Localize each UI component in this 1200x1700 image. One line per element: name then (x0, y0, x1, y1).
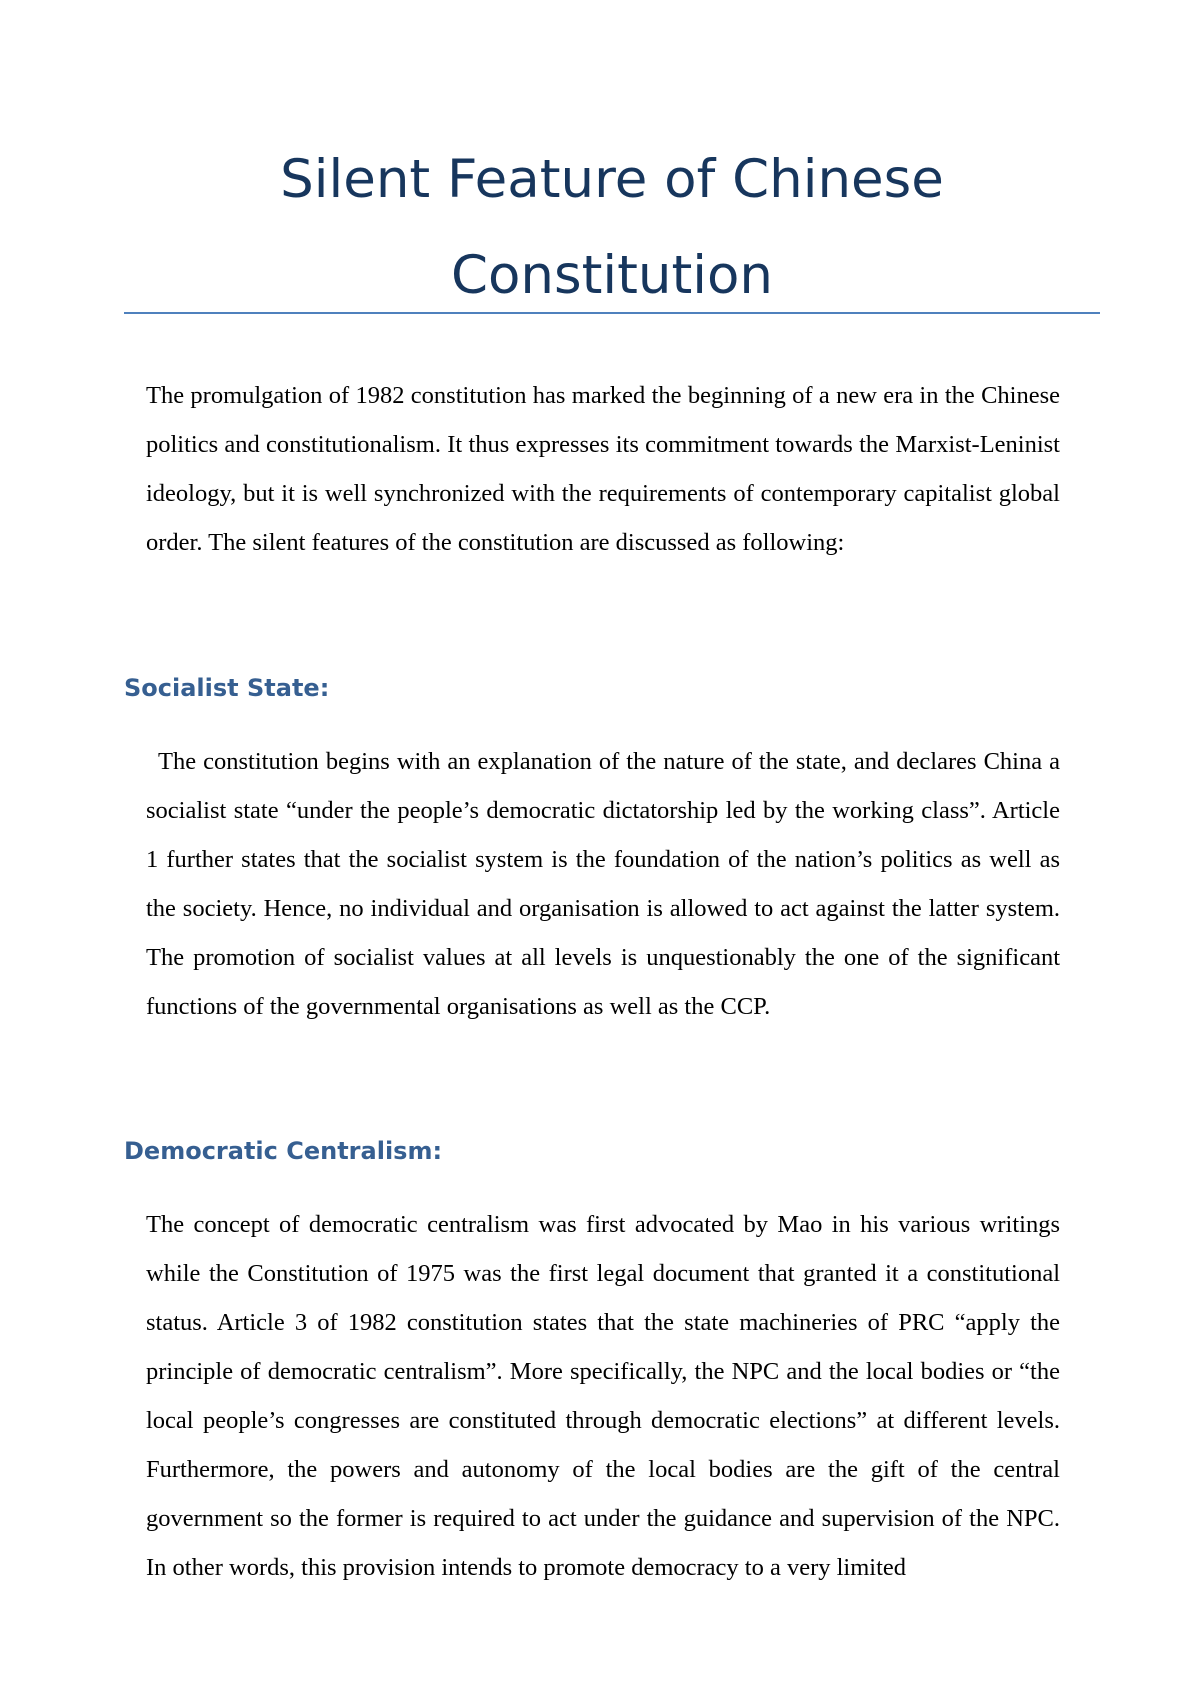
section-heading-democratic-centralism: Democratic Centralism: (124, 1137, 443, 1165)
section-body-democratic-centralism: The concept of democratic centralism was first advocated by Mao in his various writings while the Constitution of 1975 was the first legal document that granted it a constitutional status. Article 3 of 1982 constitution states that the state machineries of PRC “apply the principle of democratic centralism”. More specifically, the NPC and the local bodies or “the local people’s congresses are constituted through democratic elections” at different levels. Furthermore, the powers and autonomy of the local bodies are the gift of the central government so the former is required to act under the guidance and supervision of the NPC. In other words, this provision intends to promote democracy to a very limited (146, 1211, 1060, 1581)
title-underline (124, 312, 1100, 314)
intro-paragraph: The promulgation of 1982 constitution has marked the beginning of a new era in the Chinese politics and constitutionalism. It thus expresses its commitment towards the Marxist-Leninist ideology, but it is well synchronized with the requirements of contemporary capitalist global order. The silent features of the constitution are discussed as following: (146, 382, 1060, 556)
document-title: Silent Feature of Chinese Constitution (280, 149, 944, 306)
section-heading-socialist-state: Socialist State: (124, 674, 330, 702)
section-body-socialist-state: The constitution begins with an explanation of the nature of the state, and declares China a socialist state “under the people’s democratic dictatorship led by the working class”. Article 1 further states that the socialist system is the foundation of the nation’s politics as well as the society. Hence, no individual and organisation is allowed to act against the latter system. The promotion of socialist values at all levels is unquestionably the one of the significant functions of the governmental organisations as well as the CCP. (146, 748, 1060, 1020)
